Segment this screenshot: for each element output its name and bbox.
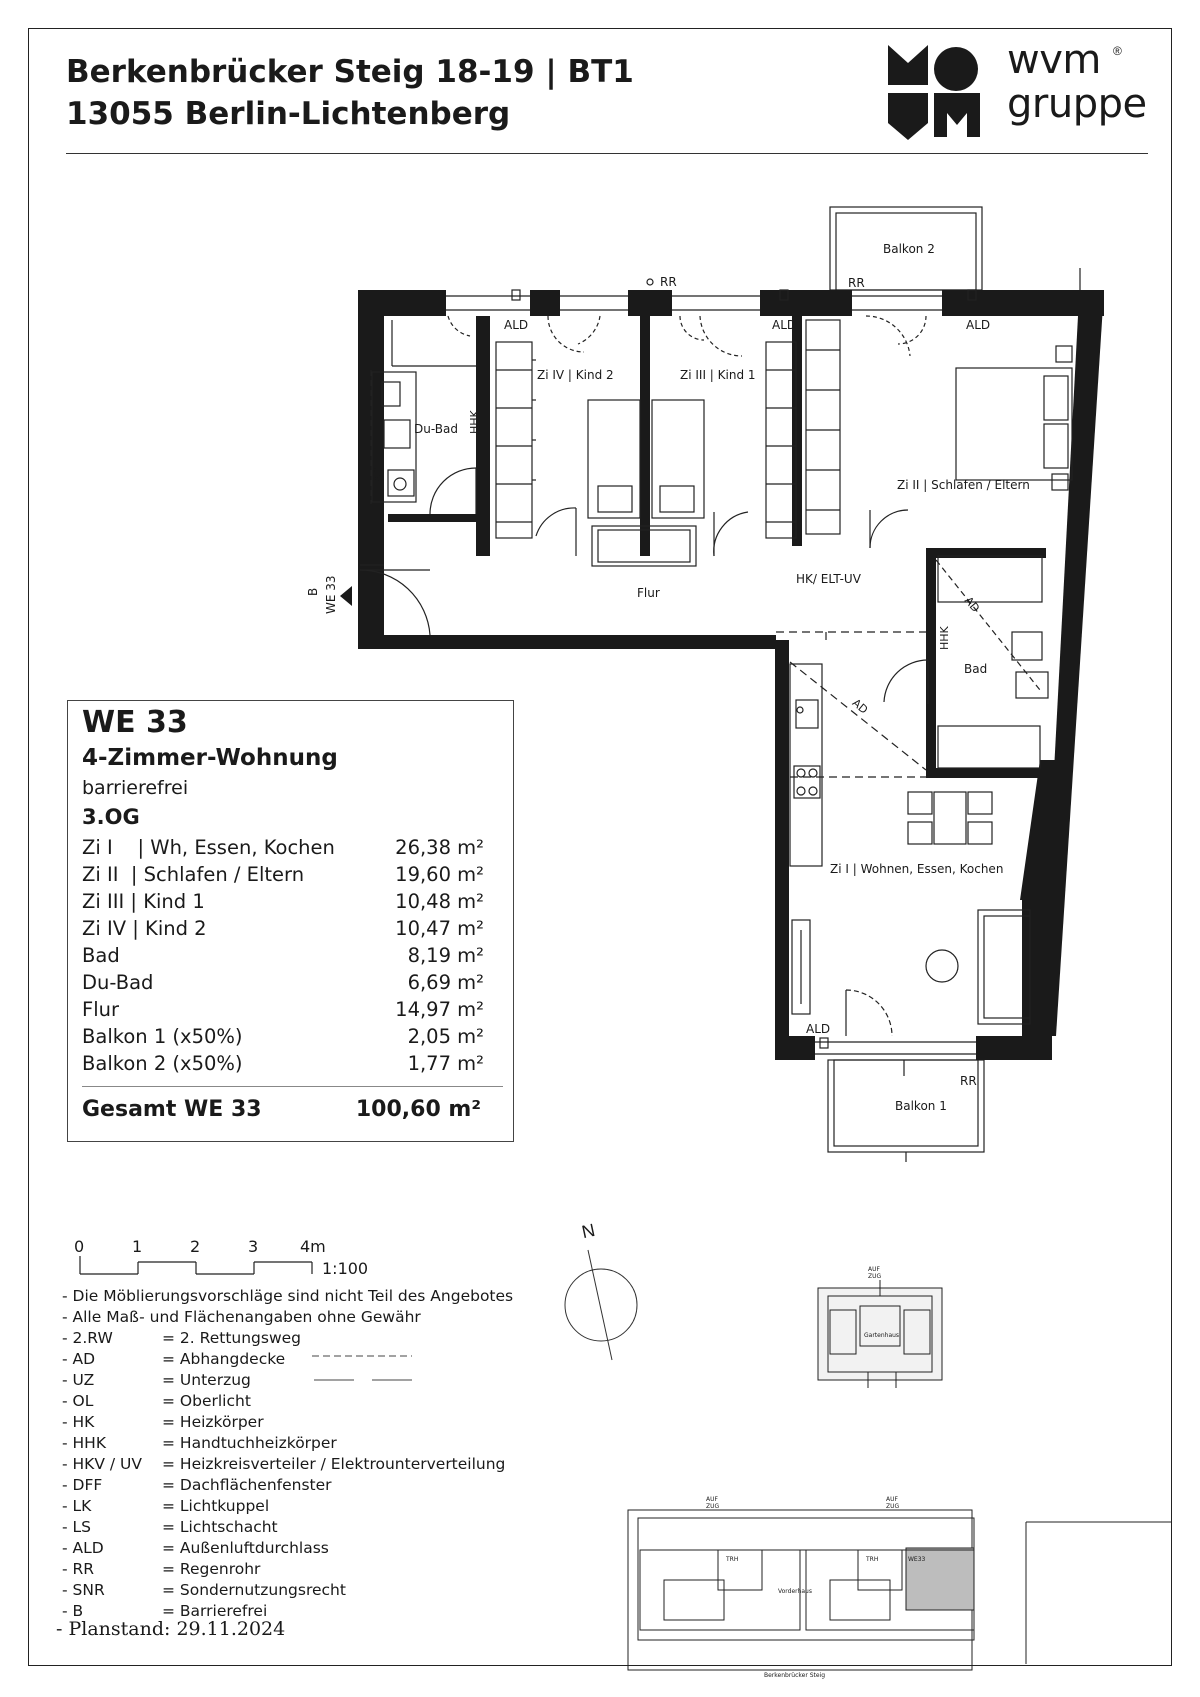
- room-row: [82, 1052, 502, 1079]
- legend-key: - ALD: [62, 1539, 104, 1557]
- label-zi4: Zi IV | Kind 2: [537, 368, 614, 382]
- keyplan-zug-3: ZUG: [886, 1503, 900, 1510]
- scale-tick-3: 3: [248, 1237, 259, 1256]
- keyplan-trh-1: TRH: [726, 1556, 739, 1563]
- label-hk-elt-uv: HK/ ELT-UV: [796, 572, 861, 586]
- room-row: [82, 1025, 502, 1052]
- label-zi2: Zi II | Schlafen / Eltern: [897, 478, 1030, 492]
- total-divider: [82, 1086, 503, 1087]
- legend-value: = Handtuchheizkörper: [162, 1434, 337, 1452]
- north-compass: [565, 1250, 637, 1360]
- room-area: 19,60 m²: [395, 863, 484, 886]
- room-name: Bad: [82, 944, 120, 967]
- room-row: [82, 998, 502, 1025]
- keyplan-auf-2: AUF: [706, 1496, 718, 1503]
- scale-tick-2: 2: [190, 1237, 201, 1256]
- legend-key: - HHK: [62, 1434, 106, 1452]
- label-ald-2: ALD: [772, 318, 797, 332]
- plan-date: - Planstand: 29.11.2024: [56, 1618, 286, 1640]
- room-area: 10,47 m²: [395, 917, 484, 940]
- keyplan-gartenhaus-label: Gartenhaus: [864, 1332, 900, 1339]
- room-row: [82, 890, 502, 917]
- unit-accessibility: barrierefrei: [82, 777, 189, 799]
- north-label: N: [579, 1219, 597, 1243]
- room-area: 6,69 m²: [407, 971, 484, 994]
- legend-value: = Lichtkuppel: [162, 1497, 270, 1515]
- room-area: 10,48 m²: [395, 890, 484, 913]
- legend-key: - AD: [62, 1350, 96, 1368]
- label-entrance-b: B: [306, 587, 320, 596]
- unit-type: 4-Zimmer-Wohnung: [82, 745, 338, 771]
- label-rr-1: RR: [660, 275, 677, 289]
- label-zi1: Zi I | Wohnen, Essen, Kochen: [830, 862, 1004, 876]
- unit-id: WE 33: [82, 705, 188, 740]
- note-line: - Die Möblierungsvorschläge sind nicht Teil des Angebotes: [62, 1287, 514, 1305]
- label-entrance-we: WE 33: [324, 575, 338, 614]
- address-line-2: 13055 Berlin-Lichtenberg: [66, 96, 511, 132]
- legend-value: = Abhangdecke: [162, 1350, 286, 1368]
- legend-value: = Sondernutzungsrecht: [162, 1581, 346, 1599]
- label-rr-2: RR: [848, 276, 865, 290]
- legend-value: = Regenrohr: [162, 1560, 261, 1578]
- unit-info-box: [67, 700, 514, 1142]
- total-label: Gesamt WE 33: [82, 1097, 262, 1122]
- room-name: Zi II | Schlafen / Eltern: [82, 863, 305, 886]
- label-rr-3: RR: [960, 1074, 977, 1088]
- label-hhk-dubad: HHK: [468, 410, 481, 434]
- legend-value: = Außenluftdurchlass: [162, 1539, 329, 1557]
- keyplan-zug-2: ZUG: [706, 1503, 720, 1510]
- label-bad: Bad: [964, 662, 988, 676]
- scale-tick-1: 1: [132, 1237, 143, 1256]
- keyplan-vorderhaus: [628, 1510, 1172, 1670]
- room-name: Zi III | Kind 1: [82, 890, 205, 913]
- label-ad-bad: AD: [961, 594, 983, 615]
- label-ad-dubad: AD: [372, 466, 385, 482]
- legend-value: = Barrierefrei: [162, 1602, 268, 1620]
- legend-value: = Dachflächenfenster: [162, 1476, 332, 1494]
- unit-floor: 3.OG: [82, 805, 140, 829]
- legend-key: - LK: [62, 1497, 92, 1515]
- legend-value: = Heizkreisverteiler / Elektrounterverteilung: [162, 1455, 506, 1473]
- room-name: Du-Bad: [82, 971, 154, 994]
- legend-key: - UZ: [62, 1371, 95, 1389]
- legend-key: - OL: [62, 1392, 94, 1410]
- label-ad-kitchen: AD: [849, 696, 871, 717]
- keyplan-street-label: Berkenbrücker Steig: [764, 1672, 826, 1679]
- legend-key: - RR: [62, 1560, 95, 1578]
- entrance-arrow: [340, 586, 352, 606]
- label-ald-1: ALD: [504, 318, 529, 332]
- legend-value: = 2. Rettungsweg: [162, 1329, 302, 1347]
- legend-key: - LS: [62, 1518, 91, 1536]
- label-ald-3: ALD: [966, 318, 991, 332]
- room-area: 26,38 m²: [395, 836, 484, 859]
- label-du-bad: Du-Bad: [414, 422, 458, 436]
- scale-tick-0: 0: [74, 1237, 85, 1256]
- keyplan-we33-label: WE33: [908, 1556, 926, 1563]
- legend-key: - HKV / UV: [62, 1455, 142, 1473]
- room-row: [82, 971, 502, 998]
- total-area: 100,60 m²: [355, 1097, 481, 1122]
- keyplan-zug-1: ZUG: [868, 1273, 882, 1280]
- legend-key: - SNR: [62, 1581, 105, 1599]
- room-row: [82, 836, 502, 863]
- room-row: [82, 917, 502, 944]
- room-row: [82, 944, 502, 971]
- logo-line-1: wvm: [1007, 37, 1101, 83]
- label-flur: Flur: [637, 586, 660, 600]
- scale-tick-4: 4m: [300, 1237, 326, 1256]
- label-ald-4: ALD: [806, 1022, 831, 1036]
- label-zi3: Zi III | Kind 1: [680, 368, 756, 382]
- legend-key: - B: [62, 1602, 84, 1620]
- keyplan-auf-1: AUF: [868, 1266, 880, 1273]
- room-name: Balkon 1 (x50%): [82, 1025, 243, 1048]
- room-name: Flur: [82, 998, 120, 1021]
- logo-line-2: gruppe: [1007, 81, 1147, 127]
- room-row: [82, 863, 502, 890]
- address-line-1: Berkenbrücker Steig 18-19 | BT1: [66, 54, 634, 90]
- note-line: - Alle Maß- und Flächenangaben ohne Gewähr: [62, 1308, 421, 1326]
- room-name: Zi IV | Kind 2: [82, 917, 207, 940]
- label-balkon-1: Balkon 1: [895, 1099, 947, 1113]
- room-area: 8,19 m²: [407, 944, 484, 967]
- room-area: 14,97 m²: [395, 998, 484, 1021]
- legend-value: = Heizkörper: [162, 1413, 264, 1431]
- legend-key: - DFF: [62, 1476, 103, 1494]
- keyplan-auf-3: AUF: [886, 1496, 898, 1503]
- legend-value: = Lichtschacht: [162, 1518, 278, 1536]
- label-balkon-2: Balkon 2: [883, 242, 935, 256]
- room-name: Zi I | Wh, Essen, Kochen: [82, 836, 335, 859]
- legend-value: = Oberlicht: [162, 1392, 251, 1410]
- label-hhk-bad: HHK: [938, 626, 951, 650]
- room-area: 2,05 m²: [407, 1025, 484, 1048]
- legend-key: - 2.RW: [62, 1329, 113, 1347]
- logo-registered-mark: ®: [1113, 44, 1122, 58]
- room-name: Balkon 2 (x50%): [82, 1052, 243, 1075]
- room-area: 1,77 m²: [407, 1052, 484, 1075]
- legend-value: = Unterzug: [162, 1371, 251, 1389]
- scale-ratio: 1:100: [322, 1259, 369, 1278]
- keyplan-trh-2: TRH: [866, 1556, 879, 1563]
- scale-bar: [80, 1256, 312, 1274]
- keyplan-vorderhaus-label: Vorderhaus: [778, 1588, 812, 1595]
- legend-key: - HK: [62, 1413, 95, 1431]
